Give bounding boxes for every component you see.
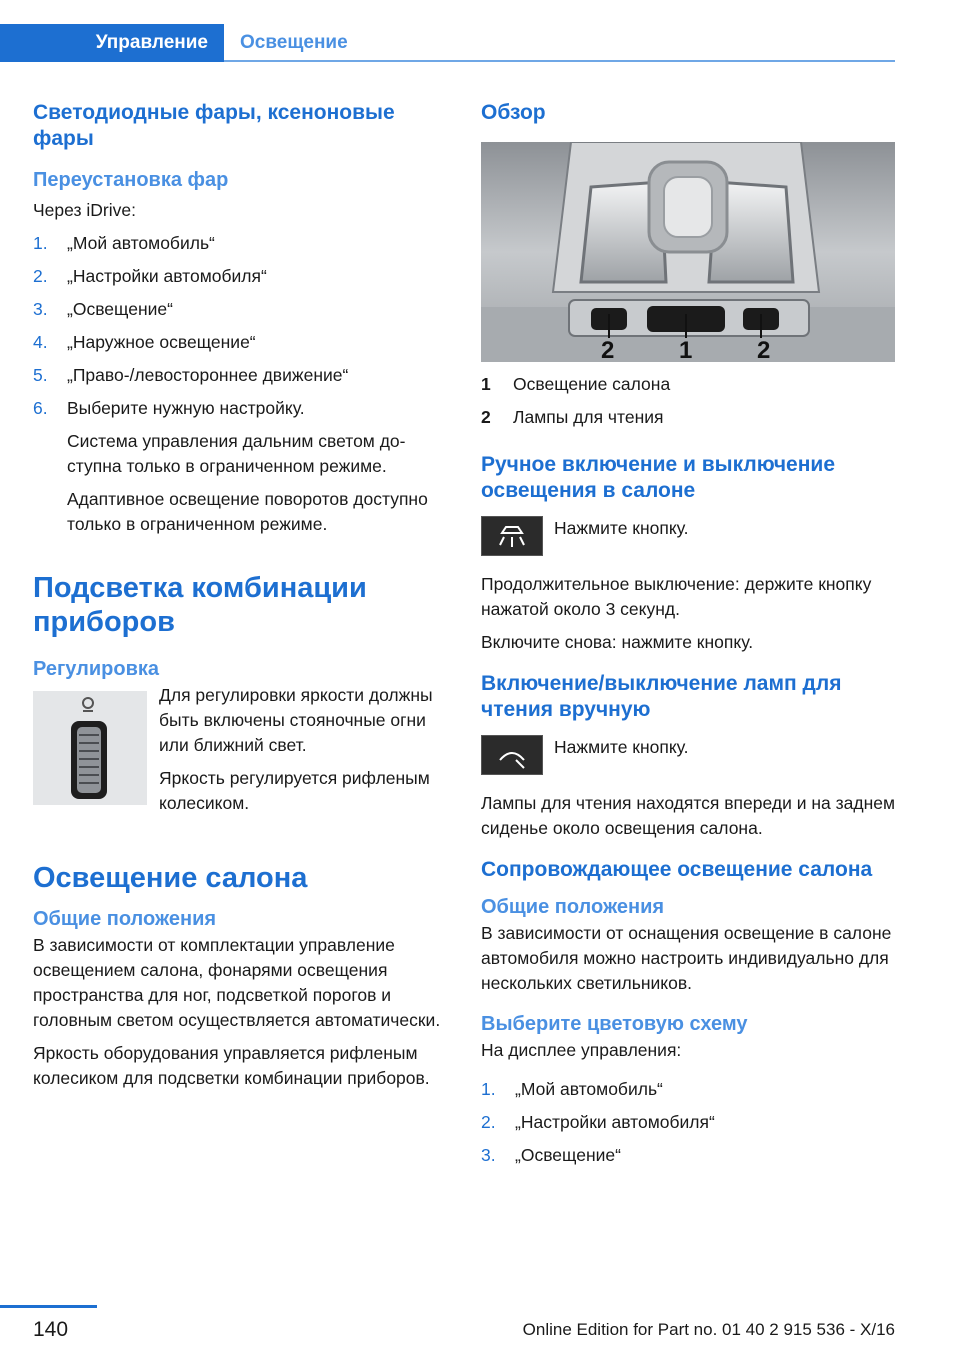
list-item: 1. „Мой автомобиль“ [481, 1079, 663, 1099]
footer-divider [0, 1305, 97, 1308]
list-item: 1. „Мой автомобиль“ [33, 233, 215, 253]
edition-text: Online Edition for Part no. 01 40 2 915 536 - X/16 [522, 1320, 895, 1339]
heading-reading-lights: Включение/выключение ламп для чтения вручную [481, 672, 842, 721]
heading-instrument-lighting: Подсветка комбинации приборов [33, 572, 367, 638]
dimmer-text [159, 683, 443, 824]
list-item: 2. „Настройки автомобиля“ [481, 1112, 715, 1132]
heading-ambient: Сопровождающее освещение салона [481, 858, 873, 881]
long-off-text: Продолжительное выключение: держите кнопку нажатой около 3 секунд. [481, 574, 872, 619]
heading-general: Общие положения [33, 908, 217, 930]
header-divider [224, 60, 895, 62]
figure-label-interior: 1 [679, 337, 693, 362]
legend-item: 2 Лампы для чтения [481, 407, 664, 427]
list-item: 6. Выберите нужную настройку. [33, 398, 305, 418]
steps-list-color [481, 1077, 895, 1168]
step6-note-cornering: Адаптивное освещение поворотов доступно только в ограниченном режиме. [67, 489, 428, 534]
page-header [0, 24, 895, 62]
reading-light-button-icon [481, 735, 543, 775]
list-item: 3. „Освещение“ [481, 1145, 621, 1165]
interior-light-button-row [481, 516, 895, 558]
overhead-console-illustration [481, 142, 895, 362]
section-tab-label: Управление [95, 32, 208, 53]
general-text-1: В зависимости от комплектации управление освещением салона, фонарями освещения пространства для ног, подсветкой порогов и головным светом осуществляется автоматически. [33, 935, 441, 1030]
turn-on-again-text: Включите снова: нажмите кнопку. [481, 632, 754, 652]
legend-item: 1 Освещение салона [481, 374, 671, 394]
via-idrive-text: Через iDrive: [33, 200, 136, 220]
press-button-text-2: Нажмите кнопку. [554, 737, 689, 757]
thumbwheel-icon [33, 691, 147, 805]
press-button-text-1: Нажмите кнопку. [554, 518, 689, 538]
heading-general-2: Общие положения [481, 896, 665, 918]
heading-headlights: Светодиодные фары, ксеноновые фары [33, 101, 395, 150]
right-column [481, 100, 895, 1176]
heading-interior-lighting: Освещение салона [33, 862, 308, 894]
heading-overview: Обзор [481, 101, 546, 124]
reading-lights-text: Лампы для чтения находятся впереди и на заднем сиденье около освещения салона. [481, 793, 895, 838]
heading-readjust: Переустановка фар [33, 169, 229, 191]
figure-label-reading-left: 2 [601, 337, 615, 362]
overhead-console-figure [481, 142, 895, 362]
page-number: 140 [33, 1318, 69, 1341]
steps-list-headlights [33, 231, 443, 421]
left-column [33, 100, 443, 1099]
heading-color-scheme: Выберите цветовую схему [481, 1013, 748, 1035]
step6-note-highbeam: Система управления дальним светом доступна только в ограниченном режиме. [67, 431, 406, 476]
ambient-text: В зависимости от оснащения освещение в салоне автомобиля можно настроить индивидуально для нескольких светильников. [481, 923, 892, 993]
on-display-text: На дисплее управления: [481, 1040, 682, 1060]
section-tab-control[interactable] [0, 24, 224, 62]
heading-adjust: Регулировка [33, 658, 160, 680]
figure-label-reading-right: 2 [757, 337, 771, 362]
thumbwheel-image [33, 691, 147, 805]
adjust-text-1: Для регулировки яркости должны быть включены стояночные огни или ближний свет. [159, 685, 433, 755]
heading-manual-interior: Ручное включение и выключение освещения в салоне [481, 453, 836, 502]
general-text-2: Яркость оборудования управляется рифленым колесиком для подсветки комбинации приборов. [33, 1043, 430, 1088]
list-item: 3. „Освещение“ [33, 299, 173, 319]
list-item: 2. „Настройки автомобиля“ [33, 266, 267, 286]
dimmer-block [33, 683, 443, 821]
list-item: 5. „Право-/левостороннее движение“ [33, 365, 349, 385]
adjust-text-2: Яркость регулируется рифленым колесиком. [159, 768, 430, 813]
section-tab-lighting[interactable]: Освещение [240, 32, 348, 53]
list-item: 4. „Наружное освещение“ [33, 332, 256, 352]
reading-light-button-row [481, 735, 895, 777]
interior-light-button-icon [481, 516, 543, 556]
